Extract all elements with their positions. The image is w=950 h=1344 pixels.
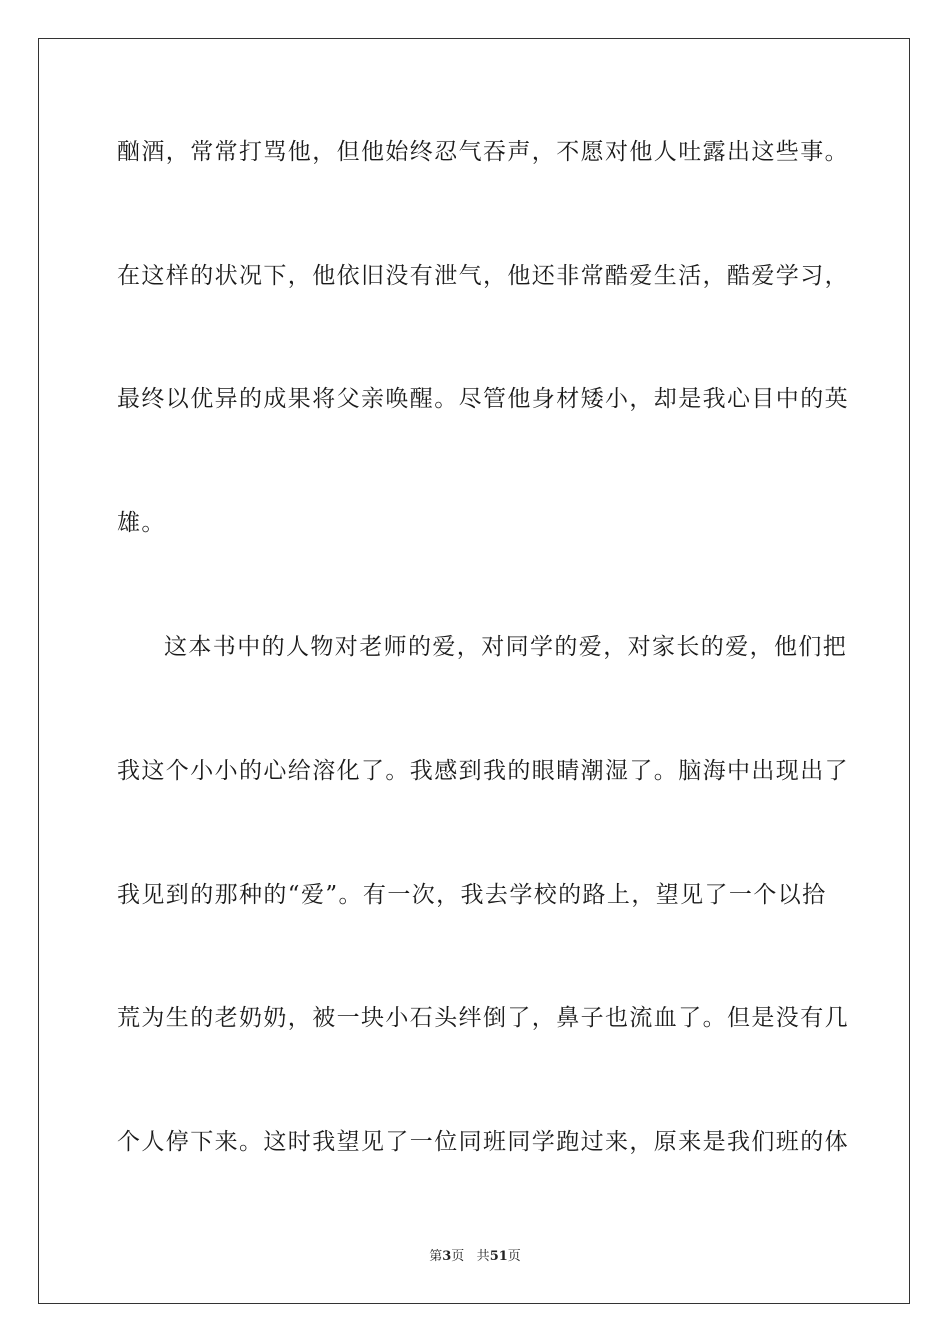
paragraph-first-line: 这本书中的人物对老师的爱，对同学的爱，对家长的爱，他们把 <box>164 634 848 660</box>
body-text-line: 个人停下来。这时我望见了一位同班同学跑过来，原来是我们班的体 <box>117 1129 849 1155</box>
total-pages: 51 <box>489 1249 508 1264</box>
total-suffix: 页 <box>507 1249 521 1264</box>
total-prefix: 共 <box>476 1249 490 1264</box>
body-text-line: 我见到的那种的“爱”。有一次，我去学校的路上，望见了一个以拾 <box>117 882 827 908</box>
body-text-line: 雄。 <box>117 510 166 536</box>
body-text-line: 我这个小小的心给溶化了。我感到我的眼睛潮湿了。脑海中出现出了 <box>117 758 849 784</box>
body-text-line: 酗酒，常常打骂他，但他始终忍气吞声，不愿对他人吐露出这些事。 <box>117 139 849 165</box>
body-text-line: 最终以优异的成果将父亲唤醒。尽管他身材矮小，却是我心目中的英 <box>117 386 849 412</box>
page-suffix: 页 <box>451 1249 465 1264</box>
body-text-line: 在这样的状况下，他依旧没有泄气，他还非常酷爱生活，酷爱学习， <box>117 263 849 289</box>
page-footer <box>0 1248 950 1266</box>
body-text-line: 荒为生的老奶奶，被一块小石头绊倒了，鼻子也流血了。但是没有几 <box>117 1005 849 1031</box>
page-number: 3 <box>442 1249 452 1264</box>
page-border <box>38 38 910 1304</box>
page-prefix: 第 <box>429 1249 443 1264</box>
